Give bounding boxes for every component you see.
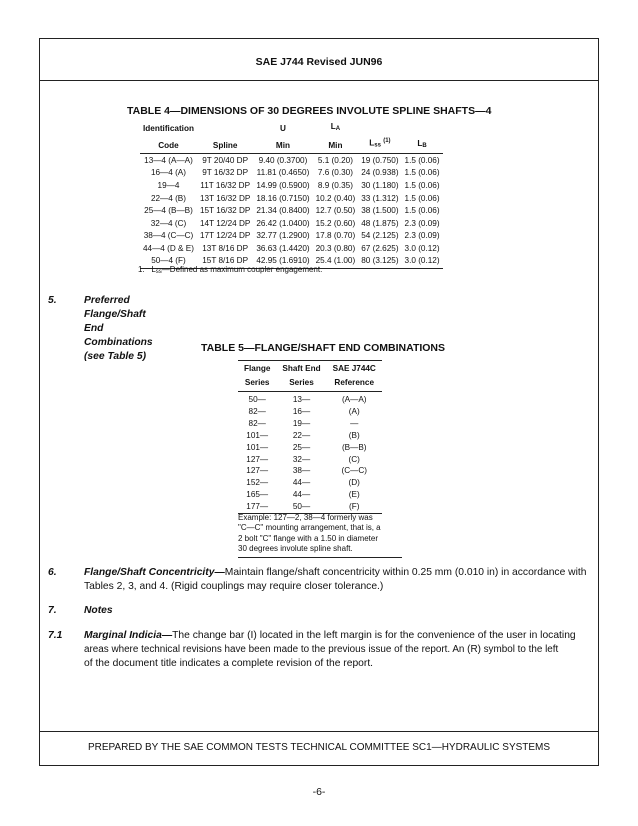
table5-cell: (F): [327, 501, 382, 513]
table4-cell: 9T 20/40 DP: [202, 155, 249, 165]
table4-cell: 11T 16/32 DP: [200, 180, 251, 190]
table4-cell: 32—4 (C): [150, 218, 187, 228]
table4: [140, 122, 443, 269]
table4-cell: 18.16 (0.7150): [256, 193, 310, 203]
table5-cell: —: [350, 418, 359, 428]
table5-cell: 19—: [292, 418, 311, 428]
table4-row: [140, 243, 443, 256]
table4-cell: 13—4 (A—A): [144, 155, 193, 165]
t4-head-code: Code: [140, 136, 197, 153]
table5-cell: (B): [348, 430, 360, 440]
table4-cell: 48 (1.875): [361, 218, 399, 228]
table4-row: [140, 218, 443, 231]
table5-row: [238, 465, 382, 477]
t4-head-la: $L_A$: [330, 122, 341, 132]
page-number: -6-: [312, 786, 326, 798]
section-5-title: Preferred Flange/Shaft End Combinations (see Table 5): [84, 295, 153, 362]
table4-cell: 13T 16/32 DP: [199, 193, 251, 203]
table4-cell: 7.6 (0.30): [317, 168, 353, 178]
section-6-title: Flange/Shaft Concentricity—: [84, 567, 225, 578]
table5-row: [238, 489, 382, 501]
table4-title: TABLE 4—DIMENSIONS OF 30 DEGREES INVOLUTE SPLINE SHAFTS—4: [127, 105, 492, 117]
table4-cell: 14.99 (0.5900): [256, 180, 310, 190]
table5-cell: 127—: [246, 466, 269, 476]
table5-cell: 44—: [292, 490, 311, 500]
table5-cell: 32—: [292, 454, 311, 464]
table4-row: [140, 193, 443, 206]
table4-footnote: 1. $L_{ss}—Defined$ as maximum coupler engagement.: [138, 265, 323, 275]
table5-cell: 25—: [292, 442, 311, 452]
table5-cell: 101—: [246, 442, 269, 452]
table4-cell: 22—4 (B): [150, 193, 186, 203]
table5-cell: 165—: [246, 490, 269, 500]
table4-cell: 21.34 (0.8400): [256, 206, 310, 216]
table4-cell: 67 (2.625): [361, 243, 399, 253]
t4-head-id: Identification: [143, 124, 194, 133]
table5-cell: 127—: [246, 454, 269, 464]
t4-head-lss: $L_{ss}$ $^{(1)}$: [358, 136, 401, 153]
table5-cell: 152—: [246, 478, 269, 488]
footer-rule: [40, 731, 598, 732]
table4-cell: 44—4 (D & E): [143, 243, 194, 253]
table4-cell: 20.3 (0.80): [315, 243, 356, 253]
table4-cell: 15.2 (0.60): [315, 218, 356, 228]
table5-cell: 44—: [292, 478, 311, 488]
table4-cell: 13T 8/16 DP: [202, 243, 249, 253]
t4-head-u: U: [280, 124, 286, 133]
header-rule: [40, 80, 598, 81]
table4-cell: 38—4 (C—C): [143, 231, 194, 241]
table5-title: TABLE 5—FLANGE/SHAFT END COMBINATIONS: [201, 342, 446, 354]
table4-cell: 50—4 (F): [140, 255, 197, 268]
footer-text: PREPARED BY THE SAE COMMON TESTS TECHNICAL COMMITTEE SC1—HYDRAULIC SYSTEMS: [87, 742, 551, 753]
table5-cell: 13—: [292, 395, 311, 404]
table4-cell: 25.4 (1.00): [313, 255, 359, 268]
t5-head-ref: SAE J744C: [327, 361, 382, 378]
table4-cell: 32.77 (1.2900): [256, 231, 310, 241]
table5-row: [238, 501, 382, 513]
table4-cell: 1.5 (0.06): [404, 168, 440, 178]
document-header: SAE J744 Revised JUN96: [255, 56, 383, 68]
table5-cell: 82—: [248, 418, 266, 428]
table5-row: [238, 454, 382, 466]
table4-cell: 36.63 (1.4420): [256, 243, 310, 253]
table4-cell: 24 (0.938): [361, 168, 399, 178]
table5-cell: 101—: [246, 430, 269, 440]
table5-cell: (A—A): [341, 395, 367, 404]
table5-cell: 50—: [248, 395, 266, 404]
table4-cell: 17.8 (0.70): [315, 231, 356, 241]
table4-cell: 1.5 (0.06): [404, 193, 440, 203]
table4-cell: 9T 16/32 DP: [202, 168, 249, 178]
table5-row: [238, 477, 382, 489]
table5-row: [238, 430, 382, 442]
table5-row: [238, 406, 382, 418]
table4-cell: 1.5 (0.06): [404, 206, 440, 216]
table5-cell: 82—: [248, 406, 266, 416]
table4-row: [140, 230, 443, 243]
t4-head-u-min: Min: [253, 136, 312, 153]
table4-cell: 1.5 (0.06): [404, 155, 440, 165]
table4-row: [140, 153, 443, 167]
table5: Flange Shaft End SAE J744C Series Series Reference 50— 13— (A—A) 82— 16— (A) 82— 19— — 101— 22— (B) 101— 25— (B—B) 127— 32— (C) 127— 38— (C—C) 152— 44— (D) 165— 44— (E) 177— 50— (F): [238, 360, 382, 514]
table4-cell: 11.81 (0.4650): [256, 168, 310, 178]
table4-cell: 3.0 (0.12): [402, 255, 443, 268]
t4-head-spline: Spline: [197, 136, 253, 153]
table4-cell: 15T 8/16 DP: [197, 255, 253, 268]
table5-cell: (E): [348, 490, 360, 500]
table5-cell: (C): [348, 454, 360, 464]
table4-cell: 26.42 (1.0400): [256, 218, 310, 228]
table5-cell: (B—B): [341, 442, 367, 452]
t4-head-lb: $L_B$: [402, 136, 443, 153]
section-7-1-title: Marginal Indicia—: [84, 630, 173, 641]
t5-head-flange: Flange: [238, 361, 276, 378]
table4-cell: 14T 12/24 DP: [199, 218, 251, 228]
table4-cell: 10.2 (0.40): [315, 193, 356, 203]
table4-cell: 9.40 (0.3700): [258, 155, 308, 165]
table4-cell: 2.3 (0.09): [404, 218, 440, 228]
table5-cell: (A): [348, 406, 360, 416]
table5-row: [238, 442, 382, 454]
table4-cell: 33 (1.312): [361, 193, 399, 203]
table5-note: Example: 127—2, 38—4 formerly was "C—C" mounting arrangement, that is, a 2 bolt "C" flange with a 1.50 in diameter 30 degrees involute spline shaft.: [238, 513, 402, 558]
table5-cell: 50—: [276, 501, 326, 513]
table5-cell: 22—: [292, 430, 311, 440]
table5-row: [238, 392, 382, 406]
section-7-title: Notes: [84, 605, 113, 616]
table4-row: [140, 180, 443, 193]
table4-cell: 80 (3.125): [358, 255, 401, 268]
table4-cell: 12.7 (0.50): [315, 206, 356, 216]
table4-row: [140, 205, 443, 218]
table5-row: [238, 418, 382, 430]
table4-cell: 5.1 (0.20): [317, 155, 353, 165]
table4-cell: 8.9 (0.35): [317, 180, 353, 190]
table4-cell: 19 (0.750): [361, 155, 399, 165]
table4-cell: 42.95 (1.6910): [253, 255, 312, 268]
page-frame: SAE J744 Revised JUN96 TABLE 4—DIMENSIONS OF 30 DEGREES INVOLUTE SPLINE SHAFTS—4 Identification U $L_A$ Code Spline Min Min $L_{ss}$ $^{(1)}$ $L_B$ 13—4 (A—A) 9T 20/40 DP 9.40 (0.3700) 5.1 (0.20) 19 (0.750) 1.5 (0.06) 16—4 (A) 9T 16/32 DP 11.81 (0.4650) 7.6 (0.30) 24 (0.938) 1.5 (0.06) 19—4 11T 16/32 DP 14.99 (0.5900) 8.9 (0.35) 30 (1.180) 1.5 (0.06) 22—4 (B) 13T 16/32 DP 18.16 (0.7150) 10.2 (0.40) 33 (1.312) 1.5 (0.06) 25—4 (B—B) 15T 16/32 DP 21.34 (0.8400) 12.7 (0.50) 38 (1.500) 1.5 (0.06) 32—4 (C) 14T 12/24 DP 26.42 (1.0400) 15.2 (0.60) 48 (1.875) 2.3 (0.09) 38—4 (C—C) 17T 12/24 DP 32.77 (1.2900) 17.8 (0.70) 54 (2.125) 2.3 (0.09) 44—4 (D & E) 13T 8/16 DP 36.63 (1.4420) 20.3 (0.80) 67 (2.625) 3.0 (0.12) 50—4 (F) 15T 8/16 DP 42.95 (1.6910) 25.4 (1.00) 80 (3.125) 3.0 (0.12) 1. $L_{ss}—Defined$ as maximum coupler engagement. 5. Preferred Flange/Shaft End Combinations (see Table 5) TABLE 5—FLANGE/SHAFT END COMBINATIONS Flange Shaft End SAE J744C Series Series Reference 50— 13— (A—A) 82— 16— (A) 82— 19— — 101— 22— (B) 101— 25— (B—B) 127— 32— (C) 127— 38— (C—C) 152— 44— (D) 165— 44— (E) 177— 50— (F) Example: 127—2, 38—4 formerly was "C—C" mounting arrangement, that is, a 2 bolt "C" flange with a 1.50 in diameter 30 degrees involute spline shaft. 6. Flange/Shaft Concentricity—Maintain flange/shaft concentricity within 0.25 mm (0.010 in) in accordance with Tables 2, 3, and 4. (Rigid couplings may require closer tolerance.) 7. Notes 7.1 Marginal Indicia—The change bar (I) located in the left margin is for the convenience of the user in locating areas where technical revisions have been made to the previous issue of the report. An (R) symbol to the left of the document title indicates a complete revision of the report. PREPARED BY THE SAE COMMON TESTS TECHNICAL COMMITTEE SC1—HYDRAULIC SYSTEMS: [39, 38, 599, 766]
table5-cell: (C—C): [341, 466, 367, 476]
table4-cell: 15T 16/32 DP: [199, 206, 251, 216]
table4-cell: 3.0 (0.12): [404, 243, 440, 253]
table4-cell: 2.3 (0.09): [404, 231, 440, 241]
t5-head-shaft: Shaft End: [276, 361, 326, 378]
table4-cell: 30 (1.180): [361, 180, 399, 190]
table5-cell: 16—: [292, 406, 311, 416]
table4-cell: 17T 12/24 DP: [199, 231, 251, 241]
table5-cell: 177—: [238, 501, 276, 513]
table4-cell: 1.5 (0.06): [404, 180, 440, 190]
table4-cell: 19—4: [157, 180, 180, 190]
table4-row: [140, 167, 443, 180]
table4-cell: 38 (1.500): [361, 206, 399, 216]
table4-cell: 54 (2.125): [361, 231, 399, 241]
t4-head-la-min: Min: [313, 136, 359, 153]
table5-cell: (D): [348, 478, 360, 488]
table4-cell: 16—4 (A): [150, 168, 186, 178]
table5-cell: 38—: [292, 466, 311, 476]
table4-cell: 25—4 (B—B): [144, 206, 193, 216]
